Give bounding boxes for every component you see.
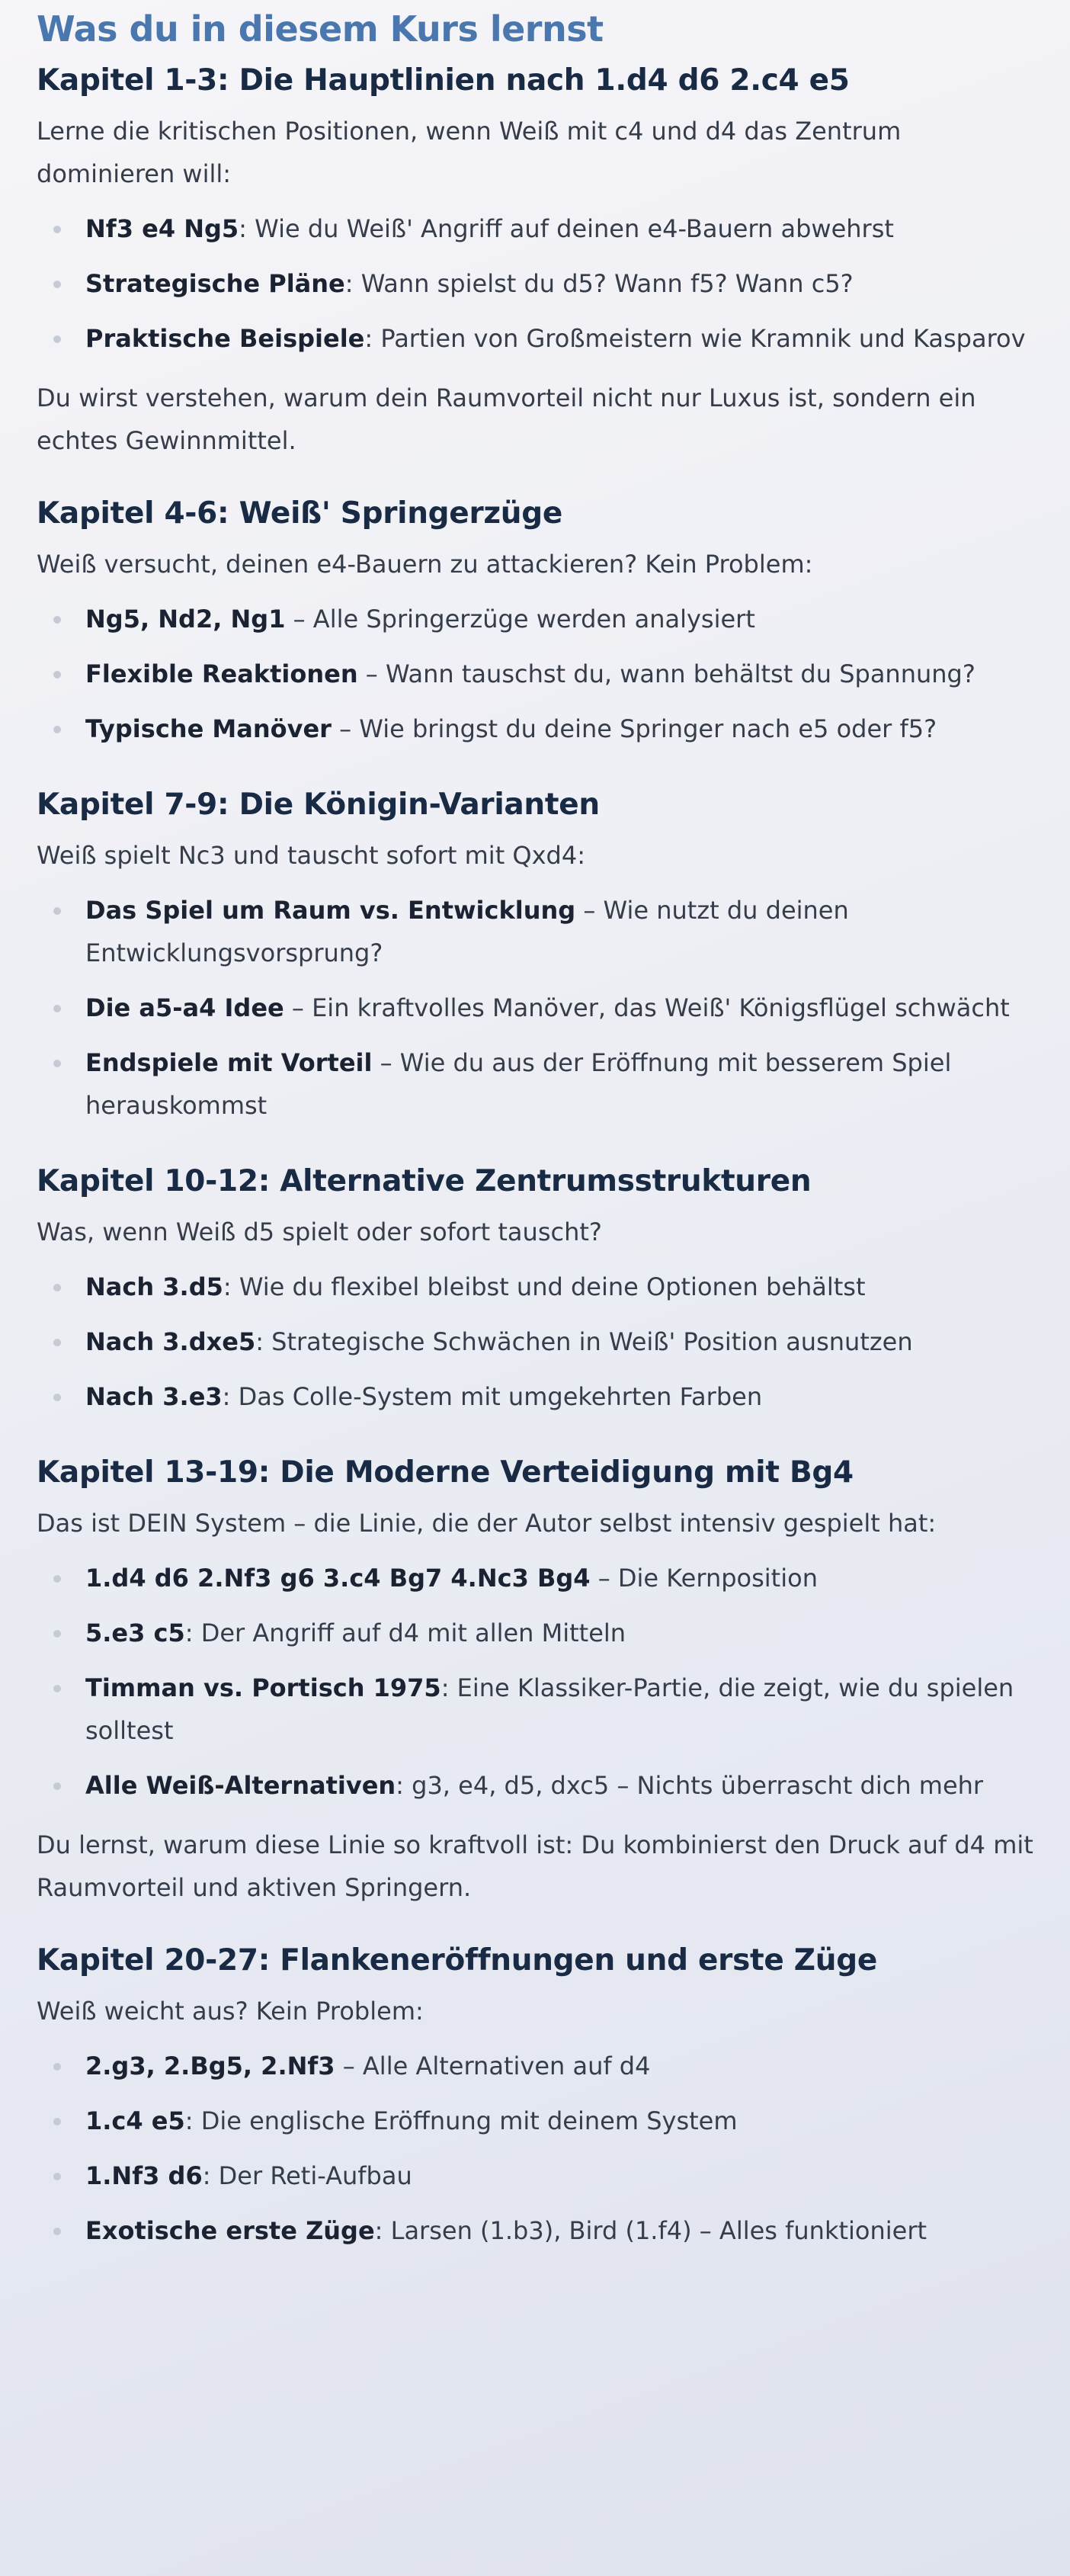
chapter-title: Kapitel 20-27: Flankeneröffnungen und erste Züge	[37, 1943, 877, 1978]
item-text: : Strategische Schwächen in Weiß' Position ausnutzen	[255, 1327, 913, 1356]
item-bold: Nach 3.e3	[85, 1382, 223, 1411]
item-bold: Alle Weiß-Alternativen	[85, 1771, 396, 1800]
item-bold: Nach 3.d5	[85, 1272, 223, 1301]
chapter-1-3	[37, 63, 1033, 462]
item-bold: Endspiele mit Vorteil	[85, 1048, 373, 1077]
list-item	[37, 653, 1033, 695]
item-text: : Der Angriff auf d4 mit allen Mitteln	[184, 1618, 626, 1647]
item-bold: 1.d4 d6 2.Nf3 g6 3.c4 Bg7 4.Nc3 Bg4	[85, 1564, 591, 1593]
chapter-10-12	[37, 1163, 1033, 1418]
chapter-outro: Du lernst, warum diese Linie so kraftvoll ist: Du kombinierst den Druck auf d4 mit Raumvorteil und aktiven Springern.	[37, 1830, 1033, 1902]
list-item	[37, 707, 1033, 750]
chapter-intro: Weiß versucht, deinen e4-Bauern zu attackieren? Kein Problem:	[37, 550, 813, 579]
list-item	[37, 2154, 1033, 2197]
item-bold: Flexible Reaktionen	[85, 659, 358, 688]
chapter-intro: Was, wenn Weiß d5 spielt oder sofort tauscht?	[37, 1217, 602, 1246]
list-item	[37, 1041, 1033, 1127]
item-bold: Das Spiel um Raum vs. Entwicklung	[85, 896, 576, 925]
chapter-intro: Lerne die kritischen Positionen, wenn Weiß mit c4 und d4 das Zentrum dominieren will:	[37, 117, 902, 188]
item-text: – Wie nutzt du deinen Entwicklungsvorsprung?	[85, 896, 849, 967]
chapter-intro: Das ist DEIN System – die Linie, die der Autor selbst intensiv gespielt hat:	[37, 1509, 937, 1538]
item-bold: 1.Nf3 d6	[85, 2161, 203, 2190]
item-text: : g3, e4, d5, dxc5 – Nichts überrascht dich mehr	[396, 1771, 984, 1800]
item-text: – Wie bringst du deine Springer nach e5 oder f5?	[331, 714, 937, 743]
list-item	[37, 2100, 1033, 2142]
list-item	[37, 1612, 1033, 1654]
list-item	[37, 1667, 1033, 1752]
chapter-title: Kapitel 13-19: Die Moderne Verteidigung mit Bg4	[37, 1455, 854, 1490]
item-text: – Wann tauschst du, wann behältst du Spannung?	[357, 659, 975, 688]
item-bold: Exotische erste Züge	[85, 2216, 375, 2245]
item-bold: 1.c4 e5	[85, 2106, 185, 2135]
item-text: – Alle Alternativen auf d4	[335, 2051, 651, 2080]
chapter-7-9	[37, 787, 1033, 1127]
chapter-outro: Du wirst verstehen, warum dein Raumvorteil nicht nur Luxus ist, sondern ein echtes Gewinnmittel.	[37, 383, 976, 455]
item-bold: Strategische Pläne	[85, 269, 345, 298]
list-item	[37, 889, 1033, 974]
item-text: – Alle Springerzüge werden analysiert	[285, 605, 755, 634]
item-text: : Wann spielst du d5? Wann f5? Wann c5?	[344, 269, 854, 298]
list-item	[37, 2045, 1033, 2087]
item-text: : Das Colle-System mit umgekehrten Farben	[222, 1382, 763, 1411]
item-text: – Wie du aus der Eröffnung mit besserem Spiel herauskommst	[85, 1048, 952, 1120]
item-bold: Die a5-a4 Idee	[85, 993, 284, 1022]
item-bold: Typische Manöver	[85, 714, 332, 743]
chapter-list	[37, 1557, 1033, 1807]
item-text: : Wie du flexibel bleibst und deine Optionen behältst	[223, 1272, 866, 1301]
chapter-20-27	[37, 1942, 1033, 2252]
item-bold: Timman vs. Portisch 1975	[85, 1673, 441, 1702]
item-text: – Ein kraftvolles Manöver, das Weiß' Königsflügel schwächt	[284, 993, 1010, 1022]
item-text: – Die Kernposition	[590, 1564, 818, 1593]
item-text: : Der Reti-Aufbau	[202, 2161, 412, 2190]
chapter-intro: Weiß spielt Nc3 und tauscht sofort mit Qxd4:	[37, 841, 585, 870]
item-text: : Die englische Eröffnung mit deinem System	[184, 2106, 738, 2135]
list-item	[37, 317, 1033, 360]
chapter-intro: Weiß weicht aus? Kein Problem:	[37, 1997, 424, 2026]
item-bold: Ng5, Nd2, Ng1	[85, 605, 286, 634]
chapter-list	[37, 1266, 1033, 1418]
chapter-title: Kapitel 4-6: Weiß' Springerzüge	[37, 496, 563, 531]
chapter-list	[37, 598, 1033, 750]
item-text: : Partien von Großmeistern wie Kramnik und Kasparov	[364, 324, 1026, 353]
page-title: Was du in diesem Kurs lernst	[37, 8, 604, 50]
list-item	[37, 1266, 1033, 1308]
list-item	[37, 1320, 1033, 1363]
item-bold: 5.e3 c5	[85, 1618, 185, 1647]
list-item	[37, 1375, 1033, 1418]
list-item	[37, 1557, 1033, 1599]
item-bold: Nach 3.dxe5	[85, 1327, 256, 1356]
chapter-title: Kapitel 1-3: Die Hauptlinien nach 1.d4 d6 2.c4 e5	[37, 63, 850, 98]
item-bold: Nf3 e4 Ng5	[85, 214, 239, 243]
chapter-list	[37, 2045, 1033, 2252]
list-item	[37, 1764, 1033, 1807]
chapter-13-19	[37, 1455, 1033, 1909]
chapter-list	[37, 207, 1033, 360]
chapter-title: Kapitel 10-12: Alternative Zentrumsstrukturen	[37, 1164, 812, 1198]
list-item	[37, 986, 1033, 1029]
chapter-4-6	[37, 496, 1033, 750]
list-item	[37, 598, 1033, 640]
item-text: : Larsen (1.b3), Bird (1.f4) – Alles funktioniert	[374, 2216, 927, 2245]
item-bold: 2.g3, 2.Bg5, 2.Nf3	[85, 2051, 335, 2080]
item-text: : Eine Klassiker-Partie, die zeigt, wie du spielen solltest	[85, 1673, 1014, 1745]
chapter-list	[37, 889, 1033, 1127]
list-item	[37, 207, 1033, 250]
list-item	[37, 2209, 1033, 2252]
chapter-title: Kapitel 7-9: Die Königin-Varianten	[37, 788, 600, 822]
item-bold: Praktische Beispiele	[85, 324, 365, 353]
list-item	[37, 262, 1033, 305]
item-text: : Wie du Weiß' Angriff auf deinen e4-Bauern abwehrst	[239, 214, 894, 243]
